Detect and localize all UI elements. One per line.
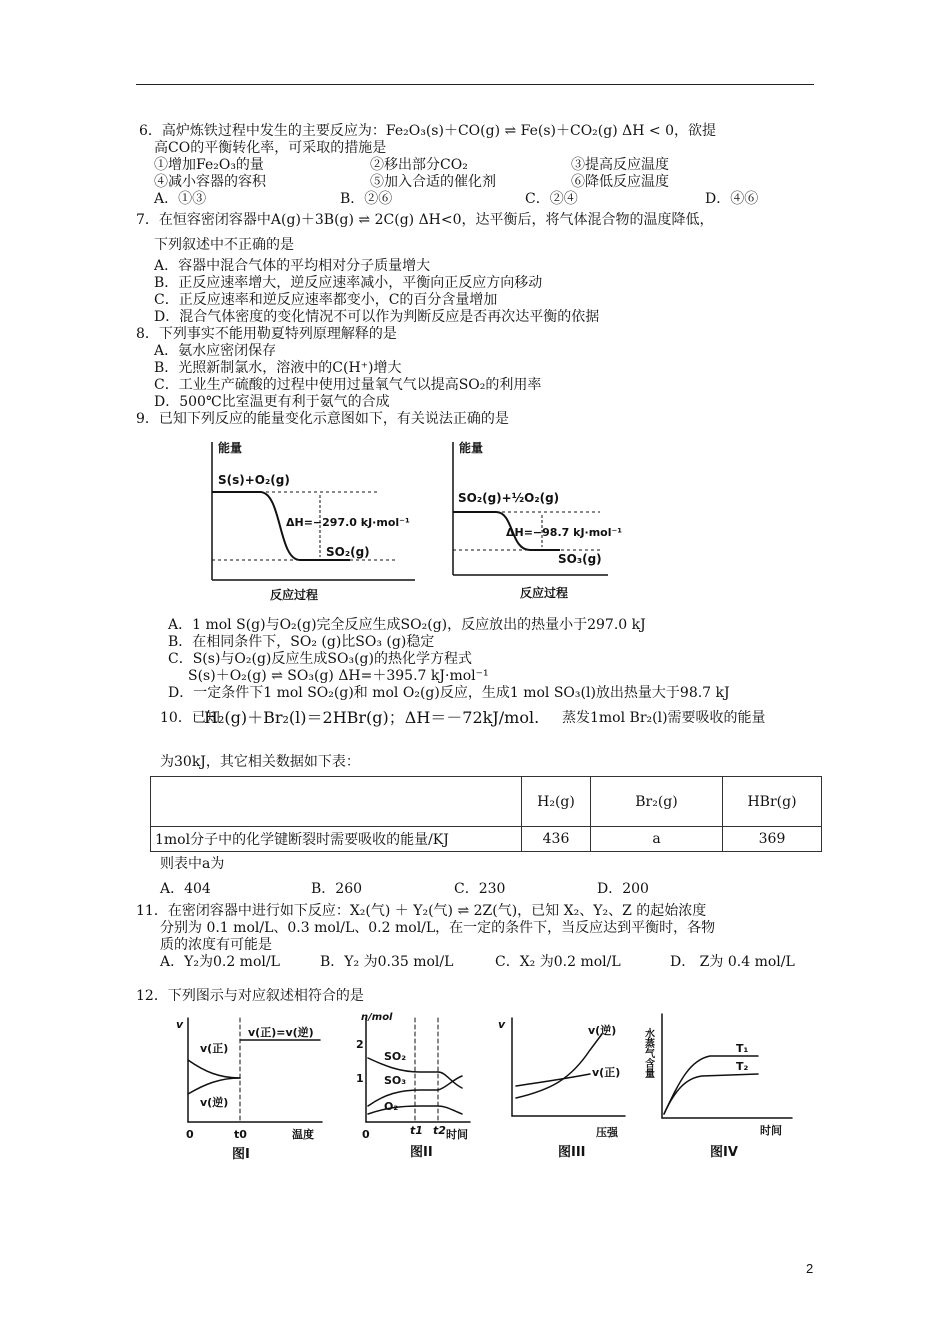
q6-measure-6: ⑥降低反应温度 bbox=[571, 174, 669, 190]
f1-v-reverse: v(逆) bbox=[200, 1096, 229, 1109]
f4-caption: 图IV bbox=[710, 1145, 738, 1160]
f2-x-label: 时间 bbox=[446, 1128, 468, 1141]
q9-option-d: D．一定条件下1 mol SO₂(g)和 mol O₂(g)反应，生成1 mol SO₃(l)放出热量大于98.7 kJ bbox=[168, 685, 730, 701]
q7-option-d: D．混合气体密度的变化情况不可以作为判断反应是否再次达平衡的依据 bbox=[154, 309, 600, 325]
q11-stem-line3: 质的浓度有可能是 bbox=[160, 937, 272, 953]
q6-measure-4: ④减小容器的容积 bbox=[154, 174, 266, 190]
g1-x-label: 反应过程 bbox=[270, 588, 319, 602]
q11-option-b: B．Y₂ 为0.35 mol/L bbox=[320, 954, 454, 970]
q6-stem-line1: 6．高炉炼铁过程中发生的主要反应为：Fe₂O₃(s)＋CO(g) ⇌ Fe(s)＋CO₂(g) ΔH < 0，欲提 bbox=[139, 123, 716, 139]
q6-measure-3: ③提高反应温度 bbox=[571, 157, 669, 173]
q6-option-b: B．②⑥ bbox=[340, 191, 393, 207]
f2-caption: 图II bbox=[410, 1145, 433, 1160]
q12-figures bbox=[170, 1010, 800, 1165]
g1-bottom-label: SO₂(g) bbox=[326, 545, 370, 559]
f2-t2: t2 bbox=[433, 1124, 446, 1137]
q9-option-b: B．在相同条件下，SO₂ (g)比SO₃ (g)稳定 bbox=[168, 634, 435, 650]
q6-stem-line2: 高CO的平衡转化率，可采取的措施是 bbox=[154, 140, 387, 156]
q9-energy-diagrams bbox=[200, 432, 623, 604]
q10-option-c: C．230 bbox=[454, 881, 506, 897]
g2-dh-label: ΔH=−98.7 kJ·mol⁻¹ bbox=[506, 526, 623, 539]
f2-so3-label: SO₃ bbox=[384, 1074, 407, 1087]
table-header-br2: Br₂(g) bbox=[591, 777, 723, 827]
q9-option-c-line2: S(s)＋O₂(g) ⇌ SO₃(g) ΔH=＋395.7 kJ·mol⁻¹ bbox=[188, 668, 489, 684]
f2-o2-label: O₂ bbox=[384, 1100, 399, 1113]
q6-option-c: C．②④ bbox=[525, 191, 578, 207]
f1-y-label: v bbox=[176, 1018, 184, 1031]
q10-stem-prefix: 10．已知 bbox=[160, 710, 220, 726]
q8-option-c: C．工业生产硫酸的过程中使用过量氧气气以提高SO₂的利用率 bbox=[154, 377, 542, 393]
f2-y-label: n/mol bbox=[361, 1012, 393, 1023]
q10-option-b: B．260 bbox=[311, 881, 363, 897]
q11-stem-line2: 分别为 0.1 mol/L、0.3 mol/L、0.2 mol/L，在一定的条件下，当反应达到平衡时，各物 bbox=[160, 920, 716, 936]
f1-origin: 0 bbox=[186, 1128, 194, 1141]
f3-forward-curve bbox=[516, 1074, 590, 1086]
q10-equation: H₂(g)＋Br₂(l)＝2HBr(g)；ΔH＝－72kJ/mol. bbox=[204, 708, 540, 727]
g2-bottom-label: SO₃(g) bbox=[558, 552, 602, 566]
table-cell-br2: a bbox=[591, 827, 723, 852]
f1-v-forward: v(正) bbox=[200, 1042, 229, 1055]
q11-option-d: D． Z为 0.4 mol/L bbox=[670, 954, 795, 970]
q9-option-a: A．1 mol S(g)与O₂(g)完全反应生成SO₂(g)，反应放出的热量小于297.0 kJ bbox=[168, 617, 646, 633]
g2-y-label: 能量 bbox=[459, 441, 484, 455]
q7-stem-line1: 7．在恒容密闭容器中A(g)＋3B(g) ⇌ 2C(g) ΔH<0，达平衡后，将气体混合物的温度降低， bbox=[136, 212, 714, 228]
f1-x-label: 温度 bbox=[292, 1128, 314, 1141]
q9-option-c-line1: C．S(s)与O₂(g)反应生成SO₃(g)的热化学方程式 bbox=[168, 651, 472, 667]
g1-top-label: S(s)+O₂(g) bbox=[218, 473, 290, 487]
f4-t2-curve bbox=[664, 1074, 758, 1114]
f3-reverse-label: v(逆) bbox=[588, 1024, 617, 1037]
q6-measure-1: ①增加Fe₂O₃的量 bbox=[154, 157, 264, 173]
q11-option-a: A．Y₂为0.2 mol/L bbox=[160, 954, 280, 970]
f1-caption: 图I bbox=[232, 1147, 250, 1162]
q8-stem: 8．下列事实不能用勒夏特列原理解释的是 bbox=[136, 326, 397, 342]
f4-x-label: 时间 bbox=[760, 1124, 782, 1137]
q7-option-a: A．容器中混合气体的平均相对分子质量增大 bbox=[154, 258, 431, 274]
q7-stem-line2: 下列叙述中不正确的是 bbox=[154, 237, 294, 253]
f1-t0: t0 bbox=[234, 1128, 247, 1141]
q10-option-a: A．404 bbox=[160, 881, 211, 897]
table-header-blank bbox=[151, 777, 522, 827]
q7-option-c: C．正反应速率和逆反应速率都变小，C的百分含量增加 bbox=[154, 292, 498, 308]
q12-stem: 12．下列图示与对应叙述相符合的是 bbox=[136, 988, 364, 1004]
q7-option-b: B．正反应速率增大，逆反应速率减小，平衡向正反应方向移动 bbox=[154, 275, 543, 291]
q6-measure-2: ②移出部分CO₂ bbox=[370, 157, 468, 173]
q11-stem-line1: 11．在密闭容器中进行如下反应：X₂(气) ＋ Y₂(气) ⇌ 2Z(气)，已知 X₂、Y₂、Z 的起始浓度 bbox=[136, 903, 707, 919]
q8-option-d: D．500℃比室温更有利于氨气的合成 bbox=[154, 394, 390, 410]
f3-forward-label: v(正) bbox=[592, 1066, 621, 1079]
f2-y-tick-1: 1 bbox=[356, 1072, 364, 1085]
q11-option-c: C．X₂ 为0.2 mol/L bbox=[495, 954, 621, 970]
f3-reverse-curve bbox=[516, 1034, 602, 1098]
table-cell-hbr: 369 bbox=[723, 827, 822, 852]
f3-y-label: v bbox=[498, 1018, 506, 1031]
q10-option-d: D．200 bbox=[597, 881, 649, 897]
f1-curve-reverse bbox=[188, 1078, 240, 1094]
header-rule bbox=[136, 84, 814, 85]
q8-option-a: A．氨水应密闭保存 bbox=[154, 343, 277, 359]
g2-top-label: SO₂(g)+½O₂(g) bbox=[458, 491, 560, 505]
f4-t2-label: T₂ bbox=[736, 1060, 749, 1073]
q6-measure-5: ⑤加入合适的催化剂 bbox=[370, 174, 496, 190]
q9-stem: 9．已知下列反应的能量变化示意图如下，有关说法正确的是 bbox=[136, 411, 509, 427]
q10-stem-line2: 为30kJ，其它相关数据如下表： bbox=[160, 754, 360, 770]
f4-y-label: 水蒸气含量 bbox=[642, 1028, 654, 1078]
f2-so2-label: SO₂ bbox=[384, 1050, 407, 1063]
g2-x-label: 反应过程 bbox=[520, 586, 569, 600]
q10-bond-energy-table bbox=[150, 776, 822, 852]
f4-t1-label: T₁ bbox=[736, 1042, 749, 1055]
f2-origin: 0 bbox=[362, 1128, 370, 1141]
q6-option-d: D．④⑥ bbox=[705, 191, 759, 207]
table-header-h2: H₂(g) bbox=[522, 777, 591, 827]
f2-t1: t1 bbox=[410, 1124, 423, 1137]
f3-caption: 图III bbox=[558, 1145, 586, 1160]
q10-ask: 则表中a为 bbox=[160, 856, 225, 872]
f3-x-label: 压强 bbox=[596, 1126, 618, 1139]
q10-stem-suffix: 蒸发1mol Br₂(l)需要吸收的能量 bbox=[562, 710, 766, 726]
table-row-label: 1mol分子中的化学键断裂时需要吸收的能量/KJ bbox=[151, 827, 522, 852]
table-cell-h2: 436 bbox=[522, 827, 591, 852]
f1-curve-forward bbox=[188, 1060, 240, 1078]
g1-dh-label: ΔH=−297.0 kJ·mol⁻¹ bbox=[286, 516, 410, 529]
f2-y-tick-2: 2 bbox=[356, 1038, 364, 1051]
g1-y-label: 能量 bbox=[218, 441, 243, 455]
page-number: 2 bbox=[806, 1261, 814, 1276]
q6-option-a: A．①③ bbox=[154, 191, 207, 207]
table-header-hbr: HBr(g) bbox=[723, 777, 822, 827]
q8-option-b: B．光照新制氯水，溶液中的C(H⁺)增大 bbox=[154, 360, 402, 376]
f1-equal-label: v(正)=v(逆) bbox=[248, 1026, 314, 1039]
